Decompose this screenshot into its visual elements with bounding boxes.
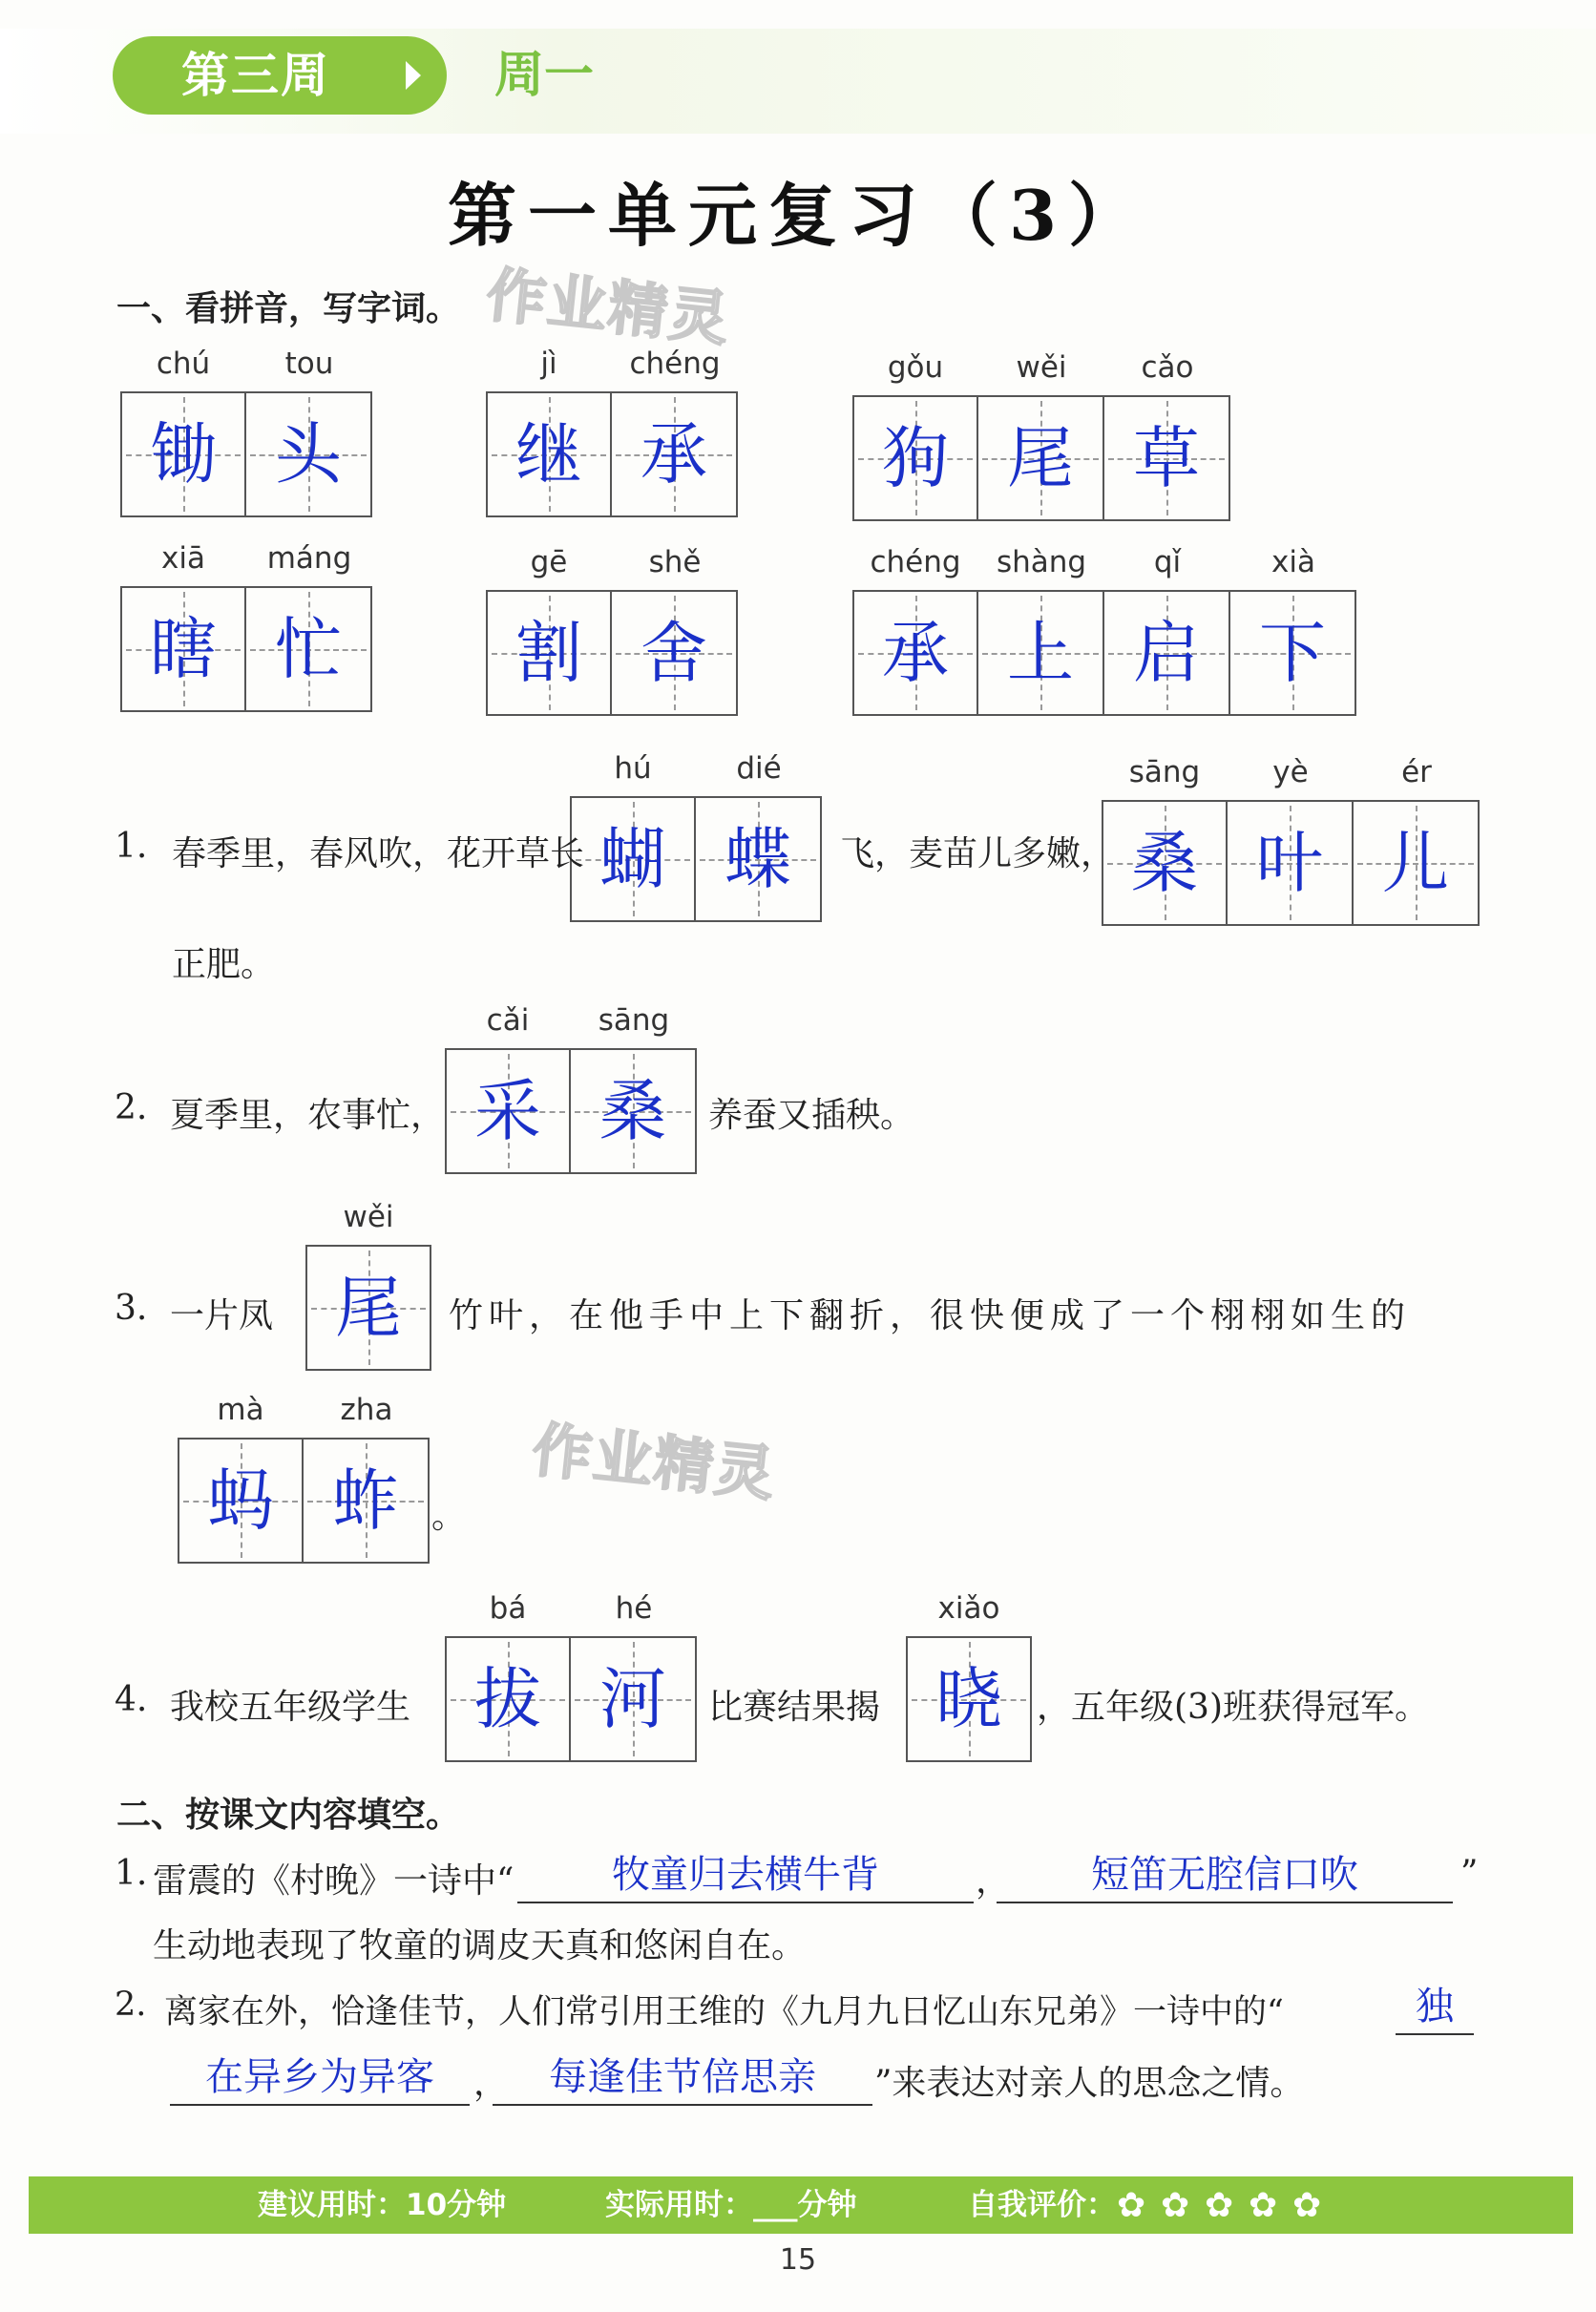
rating-stars[interactable] <box>1117 2186 1336 2225</box>
pinyin-label: máng <box>266 541 352 576</box>
flower-star-icon[interactable]: ✿ <box>1249 2186 1278 2225</box>
char-cell <box>120 336 246 517</box>
q1-text-mid: 飞，麦苗儿多嫩， <box>840 834 1116 873</box>
flower-star-icon[interactable]: ✿ <box>1117 2186 1146 2225</box>
q4-box-1 <box>445 1581 697 1762</box>
q4-box-2 <box>906 1581 1032 1762</box>
s2q1-comma: ， <box>976 1861 1011 1901</box>
char-cell <box>571 993 697 1174</box>
pinyin-label: tou <box>284 347 334 381</box>
tianzige-box[interactable] <box>978 590 1104 716</box>
s2q2-answer-1a[interactable]: 独 <box>1396 1980 1474 2035</box>
char-cell <box>178 1382 304 1564</box>
char-cell <box>1354 745 1480 926</box>
pinyin-label: cǎi <box>486 1003 530 1038</box>
tianzige-box[interactable] <box>978 395 1104 521</box>
char-cell <box>906 1581 1032 1762</box>
s2q1-answer-2[interactable]: 短笛无腔信口吹 <box>997 1848 1453 1903</box>
char-cell <box>571 1581 697 1762</box>
tianzige-box[interactable] <box>612 391 738 517</box>
s2q1-answer-1[interactable]: 牧童归去横牛背 <box>517 1848 974 1903</box>
char-cell <box>978 535 1104 716</box>
q2-text-post: 养蚕又插秧。 <box>708 1096 915 1135</box>
written-char: 草 <box>1133 419 1200 497</box>
written-char: 儿 <box>1382 824 1449 902</box>
char-cell <box>445 993 571 1174</box>
written-char: 锄 <box>150 415 217 494</box>
word-box-4 <box>486 535 738 716</box>
written-char: 狗 <box>882 419 949 497</box>
tianzige-box[interactable] <box>246 586 372 712</box>
pinyin-label: chú <box>156 347 211 381</box>
char-cell <box>612 336 738 517</box>
pinyin-label: gē <box>530 545 568 579</box>
pinyin-label: jì <box>540 347 557 381</box>
pinyin-label: qǐ <box>1153 545 1182 579</box>
word-box-5 <box>852 535 1356 716</box>
s2q2-text-post: ”来表达对亲人的思念之情。 <box>874 2064 1305 2103</box>
written-char: 割 <box>515 614 582 692</box>
s2q2-text-pre: 离家在外，恰逢佳节，人们常引用王维的《九月九日忆山东兄弟》一诗中的“ <box>164 1993 1284 2031</box>
char-cell <box>305 1189 431 1371</box>
flower-star-icon[interactable]: ✿ <box>1205 2186 1234 2225</box>
tianzige-box[interactable] <box>305 1245 431 1371</box>
tianzige-box[interactable] <box>570 796 696 922</box>
tianzige-box[interactable] <box>1228 800 1354 926</box>
actual-time: 实际用时：___分钟 <box>605 2188 857 2222</box>
written-char: 拔 <box>474 1660 541 1738</box>
pinyin-label: yè <box>1272 755 1309 789</box>
q4-text-pre: 我校五年级学生 <box>170 1688 411 1727</box>
written-char: 头 <box>275 415 342 494</box>
tianzige-box[interactable] <box>178 1438 304 1564</box>
tianzige-box[interactable] <box>571 1048 697 1174</box>
written-char: 承 <box>882 614 949 692</box>
tianzige-box[interactable] <box>1354 800 1480 926</box>
char-cell <box>1230 535 1356 716</box>
q2-number: 2. <box>115 1088 148 1127</box>
written-char: 舍 <box>640 614 707 692</box>
tianzige-box[interactable] <box>852 395 978 521</box>
page-title: 第一单元复习（3） <box>447 175 1149 256</box>
char-cell <box>445 1581 571 1762</box>
q1-box-2 <box>1102 745 1480 926</box>
char-cell <box>120 531 246 712</box>
q2-box-1 <box>445 993 697 1174</box>
written-char: 启 <box>1133 614 1200 692</box>
pinyin-label: xiā <box>161 541 205 576</box>
char-cell <box>612 535 738 716</box>
page-number: 15 <box>779 2243 817 2277</box>
pinyin-label: sāng <box>598 1003 670 1038</box>
s2q1-close: ” <box>1460 1854 1479 1893</box>
pinyin-label: cǎo <box>1141 350 1194 385</box>
q3-text-pre: 一片凤 <box>170 1296 274 1335</box>
pinyin-label: sāng <box>1128 755 1201 789</box>
written-char: 叶 <box>1256 824 1323 902</box>
char-cell <box>246 531 372 712</box>
char-cell <box>696 741 822 922</box>
word-box-0 <box>120 336 372 517</box>
char-cell <box>246 336 372 517</box>
flower-star-icon[interactable]: ✿ <box>1292 2186 1322 2225</box>
tianzige-box[interactable] <box>486 590 612 716</box>
watermark: 作业精灵 <box>483 259 734 355</box>
tianzige-box[interactable] <box>1104 395 1230 521</box>
written-char: 蚂 <box>207 1461 274 1540</box>
pinyin-label: chéng <box>870 545 961 579</box>
s2q1-text-pre: 雷震的《村晚》一诗中“ <box>153 1861 514 1901</box>
s2q2-answer-2[interactable]: 每逢佳节倍思亲 <box>493 2050 872 2106</box>
word-box-2 <box>852 340 1230 521</box>
pinyin-label: bá <box>489 1591 527 1626</box>
pinyin-label: shě <box>648 545 702 579</box>
written-char: 晓 <box>935 1660 1002 1738</box>
char-cell <box>486 535 612 716</box>
char-cell <box>978 340 1104 521</box>
q1-text-pre: 春季里，春风吹，花开草长 <box>172 834 585 873</box>
tianzige-box[interactable] <box>120 586 246 712</box>
q1-box-1 <box>570 741 822 922</box>
written-char: 承 <box>640 415 707 494</box>
char-cell <box>852 340 978 521</box>
written-char: 忙 <box>275 610 342 688</box>
q3-box-2 <box>178 1382 430 1564</box>
pinyin-label: wěi <box>343 1200 394 1234</box>
tianzige-box[interactable] <box>1104 590 1230 716</box>
s2q1-number: 1. <box>115 1854 148 1893</box>
s2q2-comma: ， <box>473 2064 509 2103</box>
pinyin-label: hé <box>615 1591 653 1626</box>
pinyin-label: mà <box>217 1393 264 1427</box>
pinyin-label: dié <box>736 751 782 786</box>
q1-number: 1. <box>115 827 148 866</box>
footer-bar <box>29 2176 1573 2234</box>
written-char: 下 <box>1259 614 1326 692</box>
s2q2-answer-1b[interactable]: 在异乡为异客 <box>170 2050 470 2106</box>
tianzige-box[interactable] <box>445 1048 571 1174</box>
section2-heading: 二、按课文内容填空。 <box>116 1796 461 1835</box>
written-char: 继 <box>515 415 582 494</box>
word-box-3 <box>120 531 372 712</box>
q3-text-post: 竹叶，在他手中上下翻折，很快便成了一个栩栩如生的 <box>449 1296 1412 1335</box>
suggested-time: 建议用时：10分钟 <box>258 2188 507 2222</box>
written-char: 蚱 <box>332 1461 399 1540</box>
tianzige-box[interactable] <box>1102 800 1228 926</box>
pinyin-label: xià <box>1271 545 1315 579</box>
week-label: 第三周 <box>113 36 447 115</box>
arrow-right-icon <box>406 61 421 90</box>
written-char: 上 <box>1007 614 1074 692</box>
written-char: 桑 <box>1131 824 1198 902</box>
char-cell <box>304 1382 430 1564</box>
written-char: 桑 <box>599 1072 666 1150</box>
written-char: 蝶 <box>724 820 791 898</box>
tianzige-box[interactable] <box>1230 590 1356 716</box>
s2q2-number: 2. <box>115 1986 147 2024</box>
char-cell <box>1228 745 1354 926</box>
pinyin-label: hú <box>614 751 652 786</box>
char-cell <box>1102 745 1228 926</box>
q4-text-post: ，五年级(3)班获得冠军。 <box>1037 1688 1429 1727</box>
tianzige-box[interactable] <box>304 1438 430 1564</box>
char-cell <box>852 535 978 716</box>
q1-text-end: 正肥。 <box>172 945 276 984</box>
pinyin-label: ér <box>1401 755 1432 789</box>
pinyin-label: zha <box>340 1393 393 1427</box>
tianzige-box[interactable] <box>696 796 822 922</box>
char-cell <box>1104 535 1230 716</box>
written-char: 蝴 <box>599 820 666 898</box>
pinyin-label: wěi <box>1016 350 1067 385</box>
day-label: 周一 <box>494 47 595 104</box>
tianzige-box[interactable] <box>246 391 372 517</box>
char-cell <box>570 741 696 922</box>
word-box-1 <box>486 336 738 517</box>
q3-box-1 <box>305 1189 431 1371</box>
pinyin-label: shàng <box>996 545 1087 579</box>
tianzige-box[interactable] <box>906 1636 1032 1762</box>
pinyin-label: chéng <box>629 347 721 381</box>
q4-text-mid: 比赛结果揭 <box>708 1688 881 1727</box>
char-cell <box>486 336 612 517</box>
section1-heading: 一、看拼音，写字词。 <box>116 289 461 328</box>
tianzige-box[interactable] <box>445 1636 571 1762</box>
flower-star-icon[interactable]: ✿ <box>1161 2186 1190 2225</box>
tianzige-box[interactable] <box>612 590 738 716</box>
self-evaluation-label: 自我评价： <box>968 2188 1116 2222</box>
written-char: 瞎 <box>150 610 217 688</box>
tianzige-box[interactable] <box>571 1636 697 1762</box>
q3-text-end: 。 <box>431 1497 467 1536</box>
watermark-2: 作业精灵 <box>529 1414 780 1510</box>
pinyin-label: xiǎo <box>937 1591 1000 1626</box>
written-char: 尾 <box>1007 419 1074 497</box>
tianzige-box[interactable] <box>120 391 246 517</box>
written-char: 尾 <box>335 1269 402 1347</box>
tianzige-box[interactable] <box>486 391 612 517</box>
written-char: 河 <box>599 1660 666 1738</box>
q3-number: 3. <box>115 1289 148 1328</box>
tianzige-box[interactable] <box>852 590 978 716</box>
written-char: 采 <box>474 1072 541 1150</box>
q2-text-pre: 夏季里，农事忙， <box>170 1096 446 1135</box>
q4-number: 4. <box>115 1680 148 1719</box>
char-cell <box>1104 340 1230 521</box>
s2q1-line2: 生动地表现了牧童的调皮天真和悠闲自在。 <box>153 1926 807 1965</box>
pinyin-label: gǒu <box>887 350 944 385</box>
